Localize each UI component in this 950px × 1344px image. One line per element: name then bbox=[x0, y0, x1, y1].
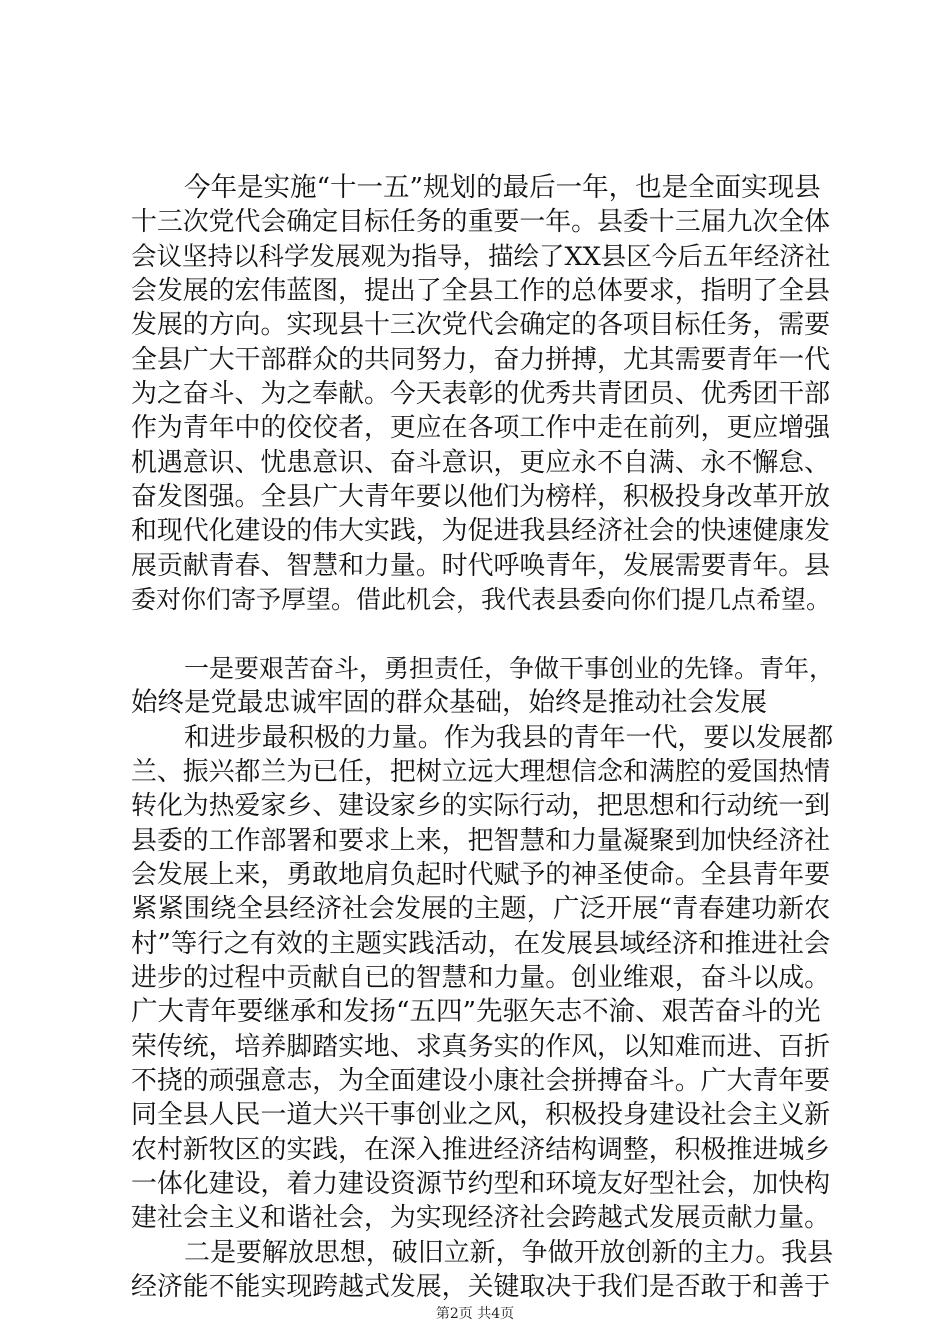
p1-line-2: 十三次党代会确定目标任务的重要一年。县委十三届九次全体 bbox=[131, 207, 831, 237]
p3-line-8: 进步的过程中贡献自已的智慧和力量。创业维艰，奋斗以成。 bbox=[131, 963, 831, 993]
p3-line-2: 兰、振兴都兰为已任，把树立远大理想信念和满腔的爱国热情 bbox=[131, 757, 831, 787]
p3-line-9: 广大青年要继承和发扬“五四”先驱矢志不渝、艰苦奋斗的光 bbox=[131, 996, 821, 1027]
p3-line-4: 县委的工作部署和要求上来，把智慧和力量凝聚到加快经济社 bbox=[131, 826, 831, 856]
p1-line-12: 展贡献青春、智慧和力量。时代呼唤青年，发展需要青年。县 bbox=[131, 551, 831, 581]
p3-line-3: 转化为热爱家乡、建设家乡的实际行动，把思想和行动统一到 bbox=[131, 791, 831, 821]
p3-line-6: 紧紧围绕全县经济社会发展的主题，广泛开展“青春建功新农 bbox=[131, 894, 831, 924]
p3-line-7: 村”等行之有效的主题实践活动，在发展县域经济和推进社会 bbox=[131, 929, 831, 959]
p1-line-6: 全县广大干部群众的共同努力，奋力拼搏，尤其需要青年一代 bbox=[131, 345, 831, 375]
p1-line-10: 奋发图强。全县广大青年要以他们为榜样，积极投身改革开放 bbox=[131, 482, 831, 512]
p3-line-5: 会发展上来，勇敢地肩负起时代赋予的神圣使命。全县青年要 bbox=[131, 860, 831, 890]
p3-line-12: 同全县人民一道大兴干事创业之风，积极投身建设社会主义新 bbox=[131, 1100, 831, 1130]
p3-line-15: 建社会主义和谐社会，为实现经济社会跨越式发展贡献力量。 bbox=[131, 1203, 831, 1233]
p2-line-2: 始终是党最忠诚牢固的群众基础，始终是推动社会发展 bbox=[131, 687, 767, 718]
p1-line-9: 机遇意识、忧患意识、奋斗意识，更应永不自满、永不懈怠、 bbox=[131, 448, 831, 478]
p1-line-11: 和现代化建设的伟大实践，为促进我县经济社会的快速健康发 bbox=[131, 516, 831, 546]
p1-line-5: 发展的方向。实现县十三次党代会确定的各项目标任务，需要 bbox=[131, 310, 831, 340]
p1-line-7: 为之奋斗、为之奉献。今天表彰的优秀共青团员、优秀团干部 bbox=[131, 379, 831, 409]
p1-line-3: 会议坚持以科学发展观为指导，描绘了XX县区今后五年经济社 bbox=[131, 242, 831, 272]
p1-line-8: 作为青年中的佼佼者，更应在各项工作中走在前列，更应增强 bbox=[131, 413, 831, 443]
p3-line-13: 农村新牧区的实践，在深入推进经济结构调整，积极推进城乡 bbox=[131, 1135, 831, 1165]
p3-line-11: 不挠的顽强意志，为全面建设小康社会拼搏奋斗。广大青年要 bbox=[131, 1066, 831, 1096]
p4-line-1: 二是要解放思想，破旧立新，争做开放创新的主力。我县 bbox=[184, 1238, 834, 1268]
p3-line-14: 一体化建设，着力建设资源节约型和环境友好型社会，加快构 bbox=[131, 1169, 831, 1199]
p1-line-1: 今年是实施“十一五”规划的最后一年，也是全面实现县 bbox=[184, 172, 821, 203]
p3-line-1: 和进步最积极的力量。作为我县的青年一代，要以发展都 bbox=[184, 723, 834, 753]
p1-line-13: 委对你们寄予厚望。借此机会，我代表县委向你们提几点希望。 bbox=[131, 585, 831, 614]
page-number: 第2页 共4页 bbox=[435, 1306, 515, 1322]
p3-line-10: 荣传统，培养脚踏实地、求真务实的作风，以知难而进、百折 bbox=[131, 1032, 831, 1062]
p1-line-4: 会发展的宏伟蓝图，提出了全县工作的总体要求，指明了全县 bbox=[131, 276, 831, 306]
p4-line-2: 经济能不能实现跨越式发展，关键取决于我们是否敢于和善于 bbox=[131, 1272, 831, 1302]
p2-line-1: 一是要艰苦奋斗，勇担责任，争做干事创业的先锋。青年， bbox=[184, 654, 834, 683]
